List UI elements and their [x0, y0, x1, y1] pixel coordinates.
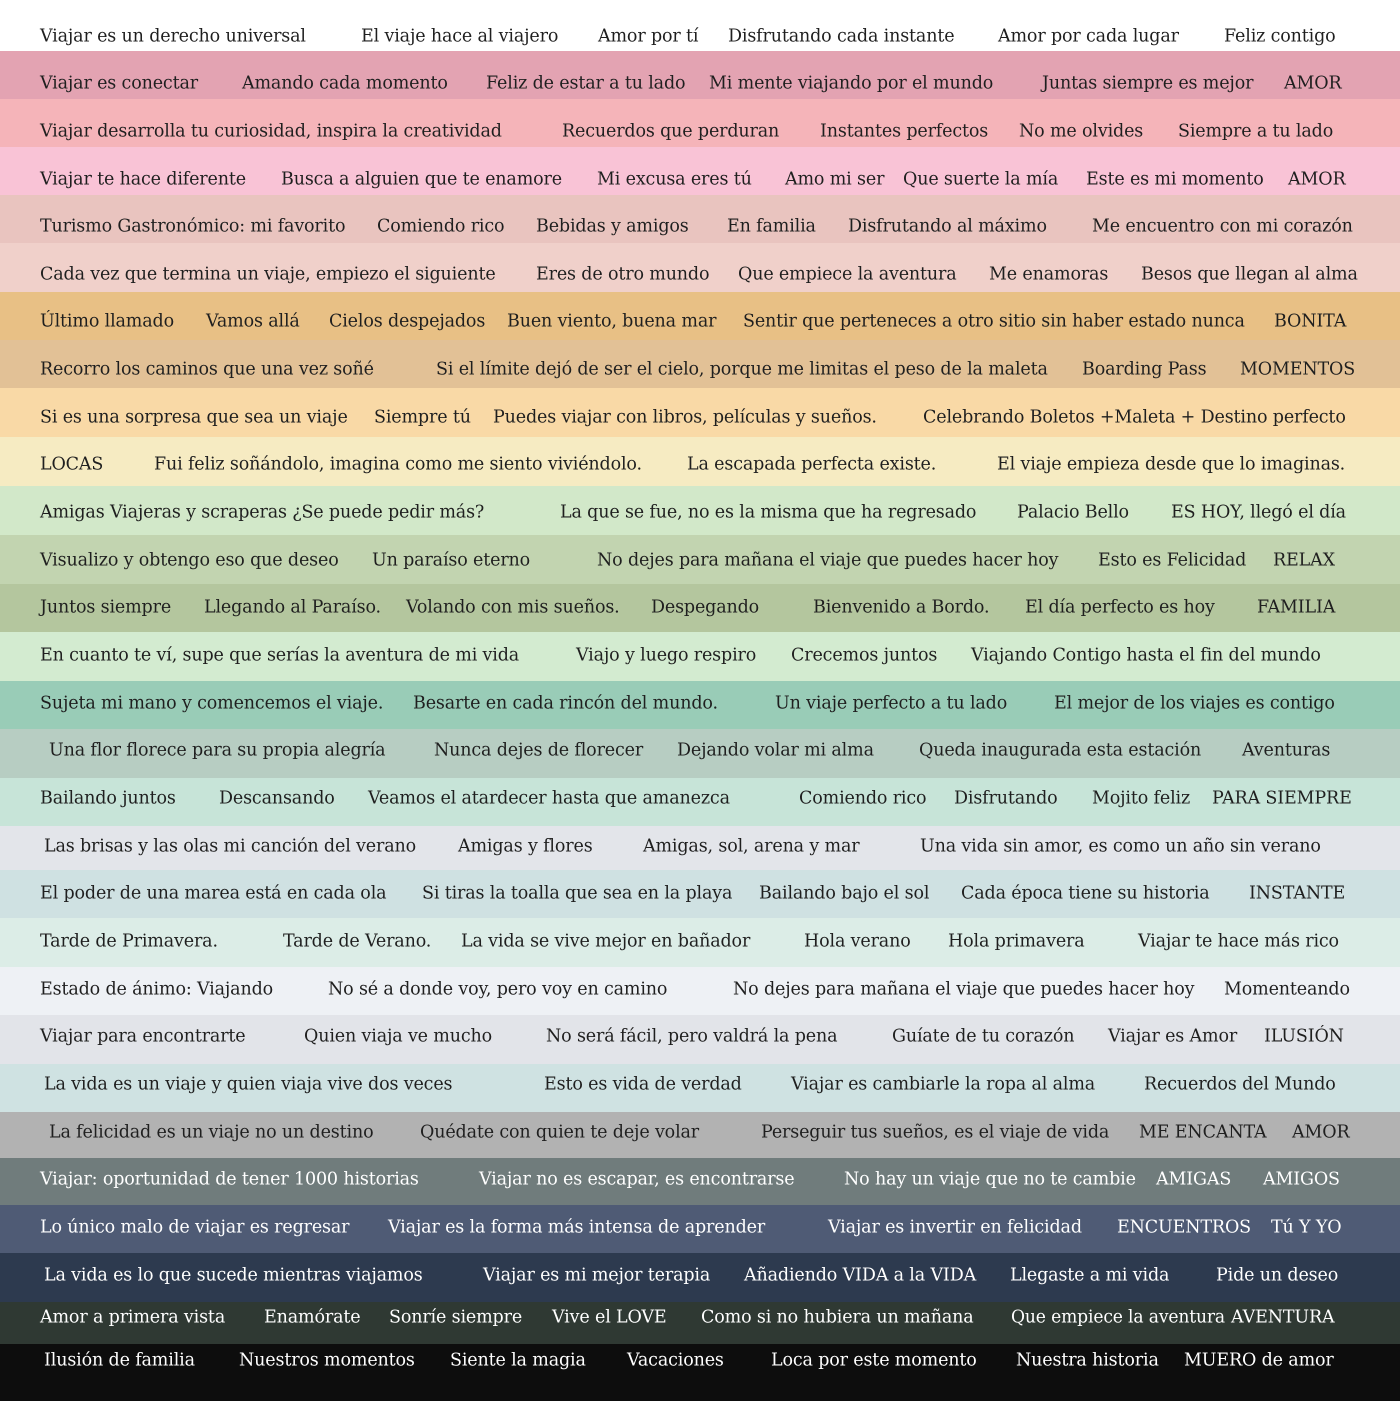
phrase-text: Comiendo rico	[799, 788, 927, 809]
phrase-text: Boarding Pass	[1082, 359, 1207, 380]
phrase-band-18	[0, 826, 1400, 870]
phrase-text: LOCAS	[40, 454, 104, 475]
phrase-text: Loca por este momento	[771, 1350, 977, 1371]
phrase-text: Pide un deseo	[1216, 1265, 1339, 1286]
phrase-band-10	[0, 437, 1400, 486]
phrase-text: Enamórate	[264, 1307, 361, 1328]
phrase-text: Momenteando	[1224, 979, 1350, 1000]
phrase-text: Este es mi momento	[1086, 169, 1264, 190]
phrase-text: Veamos el atardecer hasta que amanezca	[368, 788, 730, 809]
phrase-text: Descansando	[219, 788, 335, 809]
phrase-text: Viajar es cambiarle la ropa al alma	[791, 1074, 1096, 1095]
phrase-text: Queda inaugurada esta estación	[919, 740, 1202, 761]
phrase-text: El mejor de los viajes es contigo	[1054, 693, 1335, 714]
phrase-text: Viajar para encontrarte	[40, 1026, 246, 1047]
phrase-text: Ilusión de familia	[44, 1350, 195, 1371]
phrase-text: En cuanto te ví, supe que serías la aventura de mi vida	[40, 645, 520, 666]
phrase-band-4	[0, 147, 1400, 195]
phrase-text: Despegando	[651, 597, 760, 618]
phrase-band-24	[0, 1112, 1400, 1158]
phrase-text: Tarde de Primavera.	[40, 931, 218, 952]
phrase-band-28	[0, 1302, 1400, 1344]
phrase-text: Bienvenido a Bordo.	[813, 597, 990, 618]
phrase-text: Viajar es Amor	[1108, 1026, 1238, 1047]
phrase-text: El viaje empieza desde que lo imaginas.	[997, 454, 1346, 475]
phrase-band-8	[0, 340, 1400, 388]
phrase-text: Amigas, sol, arena y mar	[643, 836, 860, 857]
phrase-text: No me olvides	[1019, 121, 1144, 142]
phrase-text: FAMILIA	[1257, 597, 1336, 618]
phrase-text: Viajar es la forma más intensa de aprender	[388, 1217, 766, 1238]
phrase-band-9	[0, 388, 1400, 437]
phrase-text: Si el límite dejó de ser el cielo, porque me limitas el peso de la maleta	[436, 359, 1048, 380]
phrase-text: Tarde de Verano.	[283, 931, 432, 952]
phrase-text: Sentir que perteneces a otro sitio sin haber estado nunca	[743, 311, 1245, 332]
phrase-text: Mojito feliz	[1092, 788, 1191, 809]
phrase-text: Lo único malo de viajar es regresar	[40, 1217, 350, 1238]
phrase-text: ENCUENTROS	[1117, 1217, 1251, 1238]
phrase-text: Recuerdos que perduran	[562, 121, 780, 142]
phrase-text: Viajar: oportunidad de tener 1000 historias	[40, 1169, 419, 1190]
phrase-band-26	[0, 1205, 1400, 1253]
phrase-text: Que empiece la aventura	[738, 264, 957, 285]
phrase-band-3	[0, 99, 1400, 147]
phrase-text: Un paraíso eterno	[372, 550, 531, 571]
phrase-text: Hola verano	[804, 931, 911, 952]
phrase-text: Comiendo rico	[377, 216, 505, 237]
phrase-text: La escapada perfecta existe.	[687, 454, 937, 475]
phrase-text: Llegaste a mi vida	[1010, 1265, 1170, 1286]
phrase-text: El poder de una marea está en cada ola	[40, 883, 387, 904]
phrase-text: Viajar no es escapar, es encontrarse	[479, 1169, 795, 1190]
phrase-band-20	[0, 918, 1400, 967]
phrase-text: MOMENTOS	[1240, 359, 1356, 380]
phrase-text: La vida es lo que sucede mientras viajamos	[44, 1265, 423, 1286]
phrase-text: Tú Y YO	[1271, 1217, 1342, 1238]
phrase-text: Instantes perfectos	[820, 121, 989, 142]
phrase-text: Viajar es invertir en felicidad	[828, 1217, 1082, 1238]
phrase-text: Último llamado	[40, 311, 174, 332]
phrase-text: Quédate con quien te deje volar	[420, 1122, 700, 1143]
phrase-band-23	[0, 1064, 1400, 1112]
phrase-text: Disfrutando cada instante	[728, 26, 955, 47]
phrase-text: El viaje hace al viajero	[361, 26, 559, 47]
phrase-text: PARA SIEMPRE	[1212, 788, 1352, 809]
phrase-band-19	[0, 870, 1400, 918]
phrase-text: Crecemos juntos	[791, 645, 938, 666]
phrase-text: AMOR	[1292, 1122, 1350, 1143]
phrase-text: Fui feliz soñándolo, imagina como me siento viviéndolo.	[154, 454, 642, 475]
phrase-band-15	[0, 681, 1400, 729]
phrase-text: BONITA	[1274, 311, 1347, 332]
phrase-text: RELAX	[1273, 550, 1335, 571]
phrase-text: Cada vez que termina un viaje, empiezo el siguiente	[40, 264, 496, 285]
phrase-text: Si tiras la toalla que sea en la playa	[422, 883, 733, 904]
phrase-text: Palacio Bello	[1017, 502, 1129, 523]
phrase-band-7	[0, 292, 1400, 340]
phrase-text: Bebidas y amigos	[536, 216, 689, 237]
phrase-text: Sujeta mi mano y comencemos el viaje.	[40, 693, 384, 714]
phrase-band-25	[0, 1158, 1400, 1205]
phrase-text: Amigas y flores	[458, 836, 593, 857]
phrase-text: Bailando juntos	[40, 788, 176, 809]
phrase-text: Viajo y luego respiro	[576, 645, 757, 666]
phrase-text: Cielos despejados	[329, 311, 486, 332]
phrase-band-21	[0, 967, 1400, 1015]
phrase-text: Amor por tí	[598, 26, 699, 47]
phrase-text: Amor por cada lugar	[998, 26, 1179, 47]
phrase-text: La que se fue, no es la misma que ha regresado	[560, 502, 977, 523]
phrase-text: Las brisas y las olas mi canción del verano	[44, 836, 416, 857]
phrase-text: Celebrando Boletos +Maleta + Destino perfecto	[923, 407, 1346, 428]
phrase-text: Busca a alguien que te enamore	[281, 169, 562, 190]
phrase-text: Un viaje perfecto a tu lado	[775, 693, 1008, 714]
phrase-text: No sé a donde voy, pero voy en camino	[328, 979, 668, 1000]
phrase-text: Juntas siempre es mejor	[1042, 73, 1254, 94]
phrase-text: No dejes para mañana el viaje que puedes hacer hoy	[597, 550, 1059, 571]
phrase-text: Mi mente viajando por el mundo	[709, 73, 994, 94]
phrase-text: AMIGAS	[1156, 1169, 1232, 1190]
phrase-text: Llegando al Paraíso.	[204, 597, 381, 618]
phrase-text: Amo mi ser	[785, 169, 885, 190]
phrase-text: Viajando Contigo hasta el fin del mundo	[971, 645, 1321, 666]
phrase-text: Bailando bajo el sol	[759, 883, 930, 904]
phrase-text: Viajar desarrolla tu curiosidad, inspira la creatividad	[40, 121, 502, 142]
phrase-text: Cada época tiene su historia	[961, 883, 1210, 904]
phrase-text: Aventuras	[1242, 740, 1331, 761]
phrase-text: Estado de ánimo: Viajando	[40, 979, 274, 1000]
phrase-band-5	[0, 195, 1400, 243]
phrase-text: El día perfecto es hoy	[1025, 597, 1215, 618]
phrase-text: Esto es vida de verdad	[544, 1074, 742, 1095]
phrase-text: No hay un viaje que no te cambie	[844, 1169, 1136, 1190]
phrase-text: Me encuentro con mi corazón	[1092, 216, 1353, 237]
phrase-text: Viajar es un derecho universal	[40, 26, 306, 47]
phrase-text: Recuerdos del Mundo	[1144, 1074, 1336, 1095]
phrase-text: Siempre tú	[374, 407, 471, 428]
phrase-text: Como si no hubiera un mañana	[701, 1307, 974, 1328]
phrase-band-17	[0, 778, 1400, 826]
phrase-text: Feliz contigo	[1224, 26, 1336, 47]
phrase-text: Juntos siempre	[40, 597, 172, 618]
phrase-text: Viajar es mi mejor terapia	[483, 1265, 711, 1286]
phrase-text: AMIGOS	[1263, 1169, 1340, 1190]
phrase-text: Dejando volar mi alma	[677, 740, 874, 761]
phrase-text: La felicidad es un viaje no un destino	[49, 1122, 374, 1143]
phrase-text: Disfrutando	[954, 788, 1058, 809]
phrase-text: Vacaciones	[627, 1350, 724, 1371]
phrase-band-12	[0, 535, 1400, 584]
phrase-text: Besarte en cada rincón del mundo.	[413, 693, 718, 714]
phrase-text: ES HOY, llegó el día	[1171, 502, 1346, 523]
phrase-text: Feliz de estar a tu lado	[486, 73, 686, 94]
phrase-band-11	[0, 486, 1400, 535]
phrase-text: La vida es un viaje y quien viaja vive dos veces	[44, 1074, 453, 1095]
phrase-band-16	[0, 729, 1400, 778]
phrase-text: Si es una sorpresa que sea un viaje	[40, 407, 348, 428]
phrase-band-6	[0, 243, 1400, 292]
phrase-text: Hola primavera	[948, 931, 1085, 952]
phrase-text: Vive el LOVE	[552, 1307, 667, 1328]
phrase-text: Volando con mis sueños.	[406, 597, 620, 618]
phrase-band-2	[0, 51, 1400, 99]
phrase-text: Perseguir tus sueños, es el viaje de vida	[761, 1122, 1110, 1143]
phrase-text: Puedes viajar con libros, películas y sueños.	[493, 407, 877, 428]
phrase-band-13	[0, 584, 1400, 632]
phrase-text: Siempre a tu lado	[1178, 121, 1334, 142]
phrase-text: Viajar te hace diferente	[40, 169, 246, 190]
phrase-text: Que empiece la aventura	[1011, 1307, 1225, 1328]
phrase-text: Mi excusa eres tú	[597, 169, 752, 190]
phrase-text: AVENTURA	[1231, 1307, 1335, 1328]
phrase-text: Una flor florece para su propia alegría	[49, 740, 386, 761]
phrase-text: Sonríe siempre	[389, 1307, 523, 1328]
phrase-text: Viajar te hace más rico	[1138, 931, 1339, 952]
phrase-band-27	[0, 1253, 1400, 1302]
phrase-text: ILUSIÓN	[1264, 1026, 1344, 1047]
phrase-text: INSTANTE	[1249, 883, 1346, 904]
phrase-text: Amigas Viajeras y scraperas ¿Se puede pedir más?	[40, 502, 485, 523]
phrase-text: AMOR	[1288, 169, 1346, 190]
phrase-text: Turismo Gastronómico: mi favorito	[40, 216, 346, 237]
phrase-text: En familia	[727, 216, 816, 237]
phrase-band-1	[0, 0, 1400, 51]
phrase-text: Recorro los caminos que una vez soñé	[40, 359, 374, 380]
phrase-text: Amando cada momento	[242, 73, 448, 94]
phrase-text: AMOR	[1284, 73, 1342, 94]
phrase-text: Amor a primera vista	[40, 1307, 226, 1328]
phrase-band-14	[0, 632, 1400, 681]
phrase-text: Nuestra historia	[1016, 1350, 1159, 1371]
phrase-text: No será fácil, pero valdrá la pena	[546, 1026, 838, 1047]
phrase-text: Me enamoras	[989, 264, 1109, 285]
phrase-text: Vamos allá	[206, 311, 300, 332]
phrase-text: MUERO de amor	[1184, 1350, 1334, 1371]
phrase-text: Disfrutando al máximo	[848, 216, 1047, 237]
phrase-text: Viajar es conectar	[40, 73, 198, 94]
phrase-text: Eres de otro mundo	[536, 264, 710, 285]
phrase-text: La vida se vive mejor en bañador	[461, 931, 751, 952]
phrase-band-29	[0, 1344, 1400, 1401]
phrase-text: Esto es Felicidad	[1098, 550, 1247, 571]
phrase-text: Buen viento, buena mar	[507, 311, 717, 332]
phrase-text: Una vida sin amor, es como un año sin verano	[920, 836, 1321, 857]
phrase-text: Añadiendo VIDA a la VIDA	[744, 1265, 977, 1286]
phrase-band-22	[0, 1015, 1400, 1064]
phrase-text: Guíate de tu corazón	[892, 1026, 1075, 1047]
phrase-text: Nuestros momentos	[239, 1350, 415, 1371]
phrase-text: Visualizo y obtengo eso que deseo	[40, 550, 339, 571]
phrase-text: Que suerte la mía	[903, 169, 1059, 190]
phrase-text: Siente la magia	[450, 1350, 586, 1371]
phrase-text: ME ENCANTA	[1139, 1122, 1267, 1143]
phrase-text: No dejes para mañana el viaje que puedes hacer hoy	[733, 979, 1195, 1000]
phrase-text: Nunca dejes de florecer	[434, 740, 644, 761]
phrase-text: Besos que llegan al alma	[1141, 264, 1358, 285]
phrase-text: Quien viaja ve mucho	[304, 1026, 493, 1047]
